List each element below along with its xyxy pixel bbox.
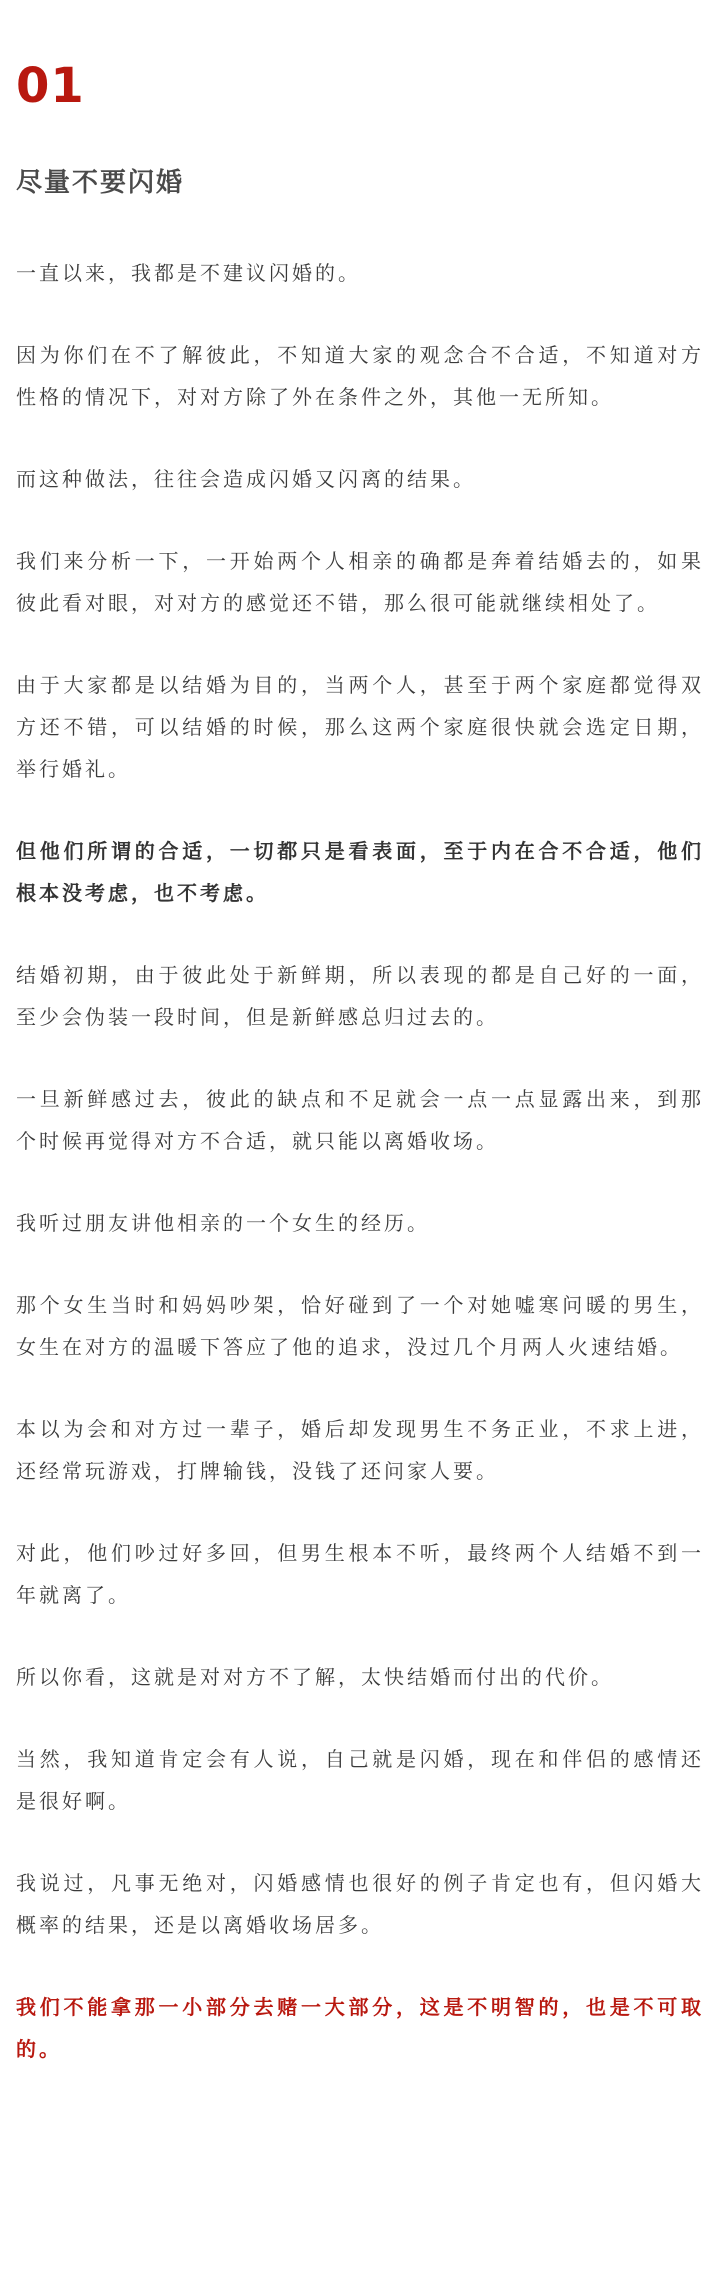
paragraph: 一旦新鲜感过去，彼此的缺点和不足就会一点一点显露出来，到那个时候再觉得对方不合适，就只能以离婚收场。 xyxy=(16,1087,704,1153)
paragraph: 所以你看，这就是对对方不了解，太快结婚而付出的代价。 xyxy=(16,1665,614,1689)
paragraph: 由于大家都是以结婚为目的，当两个人，甚至于两个家庭都觉得双方还不错，可以结婚的时候，那么这两个家庭很快就会选定日期，举行婚礼。 xyxy=(16,673,704,781)
paragraph: 我说过，凡事无绝对，闪婚感情也很好的例子肯定也有，但闪婚大概率的结果，还是以离婚收场居多。 xyxy=(16,1871,704,1937)
emphasized-paragraph: 但他们所谓的合适，一切都只是看表面，至于内在合不合适，他们根本没考虑，也不考虑。 xyxy=(16,839,704,905)
paragraph: 结婚初期，由于彼此处于新鲜期，所以表现的都是自己好的一面，至少会伪装一段时间，但是新鲜感总归过去的。 xyxy=(16,963,704,1029)
paragraph: 那个女生当时和妈妈吵架，恰好碰到了一个对她嘘寒问暖的男生，女生在对方的温暖下答应了他的追求，没过几个月两人火速结婚。 xyxy=(16,1293,704,1359)
paragraph: 我们来分析一下，一开始两个人相亲的确都是奔着结婚去的，如果彼此看对眼，对对方的感觉还不错，那么很可能就继续相处了。 xyxy=(16,549,704,615)
paragraph: 一直以来，我都是不建议闪婚的。 xyxy=(16,261,361,285)
paragraph: 而这种做法，往往会造成闪婚又闪离的结果。 xyxy=(16,467,476,491)
article-body xyxy=(16,252,704,2110)
paragraph: 因为你们在不了解彼此，不知道大家的观念合不合适，不知道对方性格的情况下，对对方除了外在条件之外，其他一无所知。 xyxy=(16,343,704,409)
paragraph: 我听过朋友讲他相亲的一个女生的经历。 xyxy=(16,1211,430,1235)
highlighted-conclusion: 我们不能拿那一小部分去赌一大部分，这是不明智的，也是不可取的。 xyxy=(16,1995,704,2061)
paragraph: 当然，我知道肯定会有人说，自己就是闪婚，现在和伴侣的感情还是很好啊。 xyxy=(16,1747,704,1813)
section-number: 01 xyxy=(16,58,85,114)
paragraph: 对此，他们吵过好多回，但男生根本不听，最终两个人结婚不到一年就离了。 xyxy=(16,1541,704,1607)
section-title: 尽量不要闪婚 xyxy=(16,168,185,198)
paragraph: 本以为会和对方过一辈子，婚后却发现男生不务正业，不求上进，还经常玩游戏，打牌输钱，没钱了还问家人要。 xyxy=(16,1417,704,1483)
